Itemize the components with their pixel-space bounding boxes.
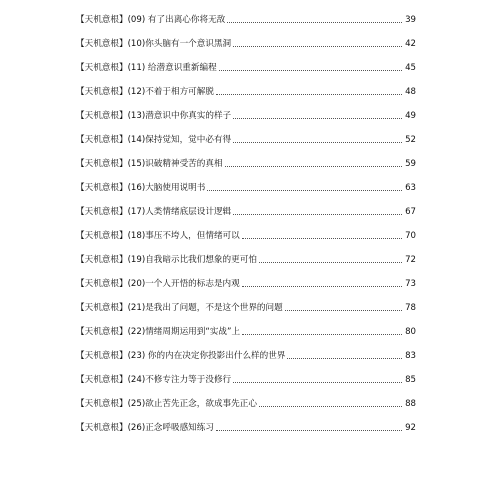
dot-leader (242, 285, 402, 287)
toc-page-number: 88 (405, 399, 416, 409)
toc-entry[interactable] (76, 122, 416, 146)
toc-entry[interactable] (76, 314, 416, 338)
toc-entry-title[interactable]: 【天机意根】(15)识破精神受苦的真相 (76, 159, 223, 169)
toc-entry-title[interactable]: 【天机意根】(24)不修专注力等于没修行 (76, 375, 232, 385)
toc-page-number: 49 (405, 111, 416, 121)
toc-entry-title[interactable]: 【天机意根】(22)情绪周期运用到“实战”上 (76, 327, 241, 337)
toc-entry[interactable] (76, 290, 416, 314)
toc-entry-title[interactable]: 【天机意根】(19)自我暗示比我们想象的更可怕 (76, 255, 257, 265)
dot-leader (225, 165, 402, 167)
toc-page-number: 80 (405, 327, 416, 337)
toc-page-number: 67 (405, 207, 416, 217)
toc-page-number: 85 (405, 375, 416, 385)
toc-entry[interactable] (76, 146, 416, 170)
dot-leader (233, 213, 402, 215)
toc-entry-title[interactable]: 【天机意根】(13)潜意识中你真实的样子 (76, 111, 232, 121)
toc-entry[interactable] (76, 266, 416, 290)
dot-leader (242, 333, 402, 335)
toc-entry-title[interactable]: 【天机意根】(11) 给潜意识重新编程 (76, 63, 217, 73)
dot-leader (216, 93, 402, 95)
toc-page-number: 48 (405, 87, 416, 97)
dot-leader (285, 309, 402, 311)
toc-entry-title[interactable]: 【天机意根】(12)不着于相方可解脱 (76, 87, 214, 97)
toc-entry[interactable] (76, 410, 416, 434)
toc-entry-title[interactable]: 【天机意根】(26)正念呼吸感知练习 (76, 423, 214, 433)
toc-page-number: 39 (405, 15, 416, 25)
toc-entry[interactable] (76, 2, 416, 26)
toc-page-number: 78 (405, 303, 416, 313)
toc-entry-title[interactable]: 【天机意根】(21)是我出了问题，不是这个世界的问题 (76, 303, 283, 313)
toc-page-number: 59 (405, 159, 416, 169)
toc-entry[interactable] (76, 338, 416, 362)
toc-entry-title[interactable]: 【天机意根】(18)事压不垮人，但情绪可以 (76, 231, 240, 241)
toc-entry[interactable] (76, 242, 416, 266)
toc-page-number: 92 (405, 423, 416, 433)
dot-leader (216, 429, 402, 431)
toc-entry-title[interactable]: 【天机意根】(20)一个人开悟的标志是内观 (76, 279, 240, 289)
toc-page-number: 63 (405, 183, 416, 193)
toc-entry[interactable] (76, 26, 416, 50)
toc-entry[interactable] (76, 218, 416, 242)
toc-entry[interactable] (76, 170, 416, 194)
dot-leader (219, 69, 402, 71)
toc-page-number: 70 (405, 231, 416, 241)
table-of-contents (76, 2, 416, 434)
dot-leader (227, 21, 402, 23)
toc-page-number: 73 (405, 279, 416, 289)
dot-leader (259, 261, 402, 263)
toc-page-number: 83 (405, 351, 416, 361)
dot-leader (233, 45, 402, 47)
toc-page-number: 45 (405, 63, 416, 73)
dot-leader (233, 381, 402, 383)
dot-leader (259, 405, 402, 407)
toc-page-number: 52 (405, 135, 416, 145)
toc-entry[interactable] (76, 74, 416, 98)
toc-entry-title[interactable]: 【天机意根】(23) 你的内在决定你投影出什么样的世界 (76, 351, 286, 361)
dot-leader (233, 141, 402, 143)
toc-page-number: 42 (405, 39, 416, 49)
toc-page-number: 72 (405, 255, 416, 265)
dot-leader (242, 237, 402, 239)
toc-entry[interactable] (76, 98, 416, 122)
toc-entry-title[interactable]: 【天机意根】(17)人类情绪底层设计逻辑 (76, 207, 232, 217)
toc-entry-title[interactable]: 【天机意根】(09) 有了出离心你将无敌 (76, 15, 226, 25)
dot-leader (233, 117, 402, 119)
toc-entry[interactable] (76, 386, 416, 410)
toc-entry[interactable] (76, 50, 416, 74)
toc-entry-title[interactable]: 【天机意根】(25)欲止苦先正念，欲成事先正心 (76, 399, 257, 409)
dot-leader (207, 189, 402, 191)
toc-entry-title[interactable]: 【天机意根】(14)保持觉知，觉中必有得 (76, 135, 232, 145)
toc-entry-title[interactable]: 【天机意根】(10)你头脑有一个意识黑洞 (76, 39, 232, 49)
dot-leader (287, 357, 402, 359)
toc-entry[interactable] (76, 362, 416, 386)
toc-entry[interactable] (76, 194, 416, 218)
toc-entry-title[interactable]: 【天机意根】(16)大脑使用说明书 (76, 183, 206, 193)
